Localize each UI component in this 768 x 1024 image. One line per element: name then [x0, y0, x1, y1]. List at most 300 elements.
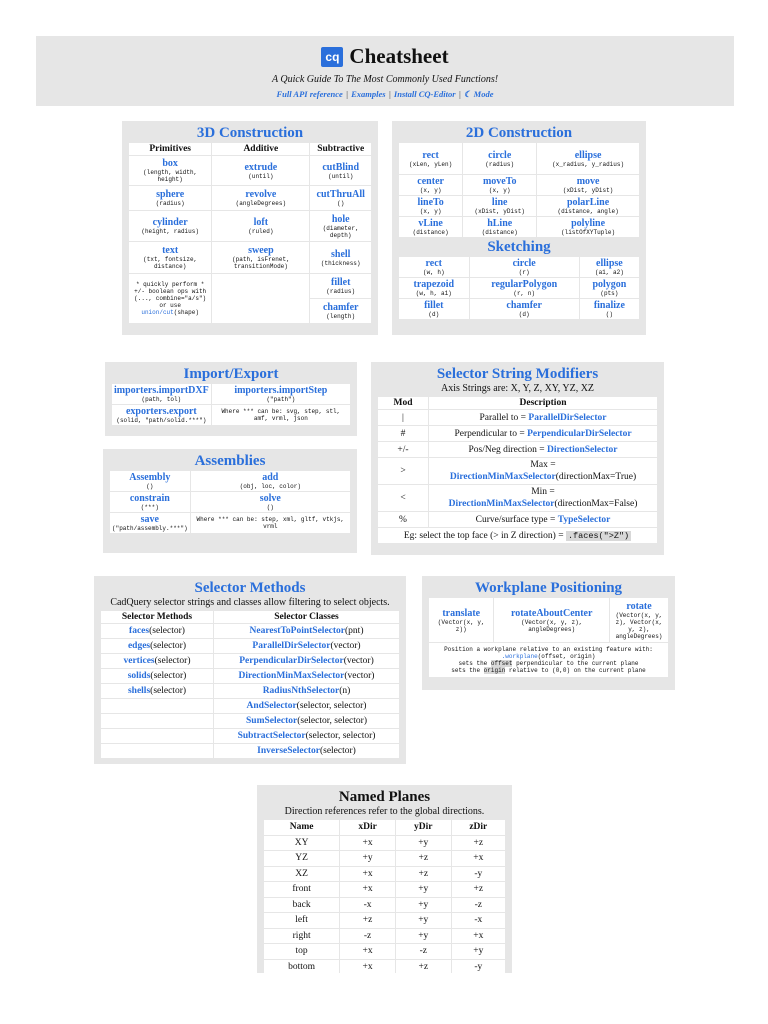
- class-args: (selector, selector): [297, 716, 367, 726]
- function-args: (ruled): [248, 228, 274, 235]
- selector-methods-table: [100, 610, 400, 759]
- function-args: (d): [518, 311, 530, 318]
- description-text: Perpendicular to =: [454, 428, 528, 439]
- function-link[interactable]: polyline: [571, 218, 606, 229]
- function-link[interactable]: line: [491, 197, 508, 208]
- function-args: (xLen, yLen): [409, 160, 453, 168]
- note-line: [431, 667, 666, 674]
- modifier-symbol: +/-: [378, 442, 428, 457]
- page-header: [36, 36, 734, 106]
- selector-class-link[interactable]: NearestToPointSelector: [249, 626, 346, 636]
- table-row: [264, 898, 505, 913]
- selector-method-link[interactable]: faces: [129, 626, 150, 636]
- modifier-symbol: %: [378, 512, 428, 527]
- class-args: (n): [339, 686, 351, 696]
- plane-xdir: +x: [340, 882, 395, 897]
- panel-2d-construction: [392, 121, 646, 335]
- column-header: yDir: [396, 820, 451, 835]
- save-formats-note: Where *** can be: step, xml, gltf, vtkjs, vrml: [196, 516, 345, 530]
- method-args: (selector): [150, 641, 187, 651]
- function-args: (w, h): [422, 269, 445, 276]
- function-cell: [580, 299, 639, 319]
- axis-strings-caption: Axis Strings are: X, Y, Z, XY, YZ, XZ: [440, 383, 595, 394]
- function-link[interactable]: polygon: [592, 279, 627, 290]
- function-args: (a1, a2): [594, 269, 624, 276]
- plane-zdir: +y: [452, 944, 505, 959]
- function-link[interactable]: hLine: [487, 218, 513, 229]
- function-args: (d): [428, 311, 440, 318]
- function-args: (): [337, 200, 345, 207]
- function-cell: [399, 143, 462, 174]
- selector-example: [378, 528, 657, 543]
- selector-class-link[interactable]: SumSelector: [246, 716, 298, 726]
- note-text: sets the: [458, 660, 491, 667]
- function-link[interactable]: fillet: [424, 300, 444, 311]
- plane-zdir: +z: [452, 882, 505, 897]
- example-code: .faces(">Z"): [567, 530, 630, 541]
- plane-zdir: -y: [452, 960, 505, 975]
- export-formats-note: Where *** can be: svg, step, stl, amf, vrml, json: [221, 408, 341, 422]
- note-line: [131, 309, 209, 316]
- function-link[interactable]: move: [576, 176, 600, 187]
- modifier-description: [429, 442, 657, 457]
- table-row: [264, 851, 505, 866]
- function-args: (distance): [412, 229, 449, 236]
- link-separator: |: [345, 89, 349, 99]
- plane-ydir: +y: [396, 929, 451, 944]
- function-args: (path, tol): [141, 396, 182, 403]
- plane-zdir: -z: [452, 898, 505, 913]
- section-title: Sketching: [487, 239, 551, 255]
- function-link[interactable]: constrain: [129, 493, 170, 504]
- function-args: (Vector(x, y, z), Vector(x, y, z), angleDegrees): [615, 611, 663, 640]
- description-text: Pos/Neg direction =: [468, 444, 547, 455]
- plane-xdir: +x: [340, 944, 395, 959]
- function-link[interactable]: finalize: [593, 300, 625, 311]
- formats-note-cell: [212, 405, 350, 425]
- class-args: (pnt): [345, 626, 364, 636]
- function-link[interactable]: exporters.export: [125, 406, 197, 417]
- function-cell: [191, 492, 350, 512]
- selector-class-cell: [214, 729, 399, 743]
- selector-class-cell: [214, 684, 399, 698]
- selector-method-link[interactable]: solids: [127, 671, 151, 681]
- sketching-table: [398, 256, 640, 320]
- header-links: [36, 89, 734, 100]
- modifier-description: [429, 458, 657, 484]
- panel-import-export: [105, 362, 357, 436]
- panel-assemblies: [103, 449, 357, 553]
- selector-class-cell: [214, 624, 399, 638]
- construction3d-table: [128, 142, 372, 324]
- named-planes-table: [263, 819, 506, 975]
- function-cell: [399, 217, 462, 237]
- function-args: (x, y): [419, 187, 442, 194]
- description-text: Max =: [530, 460, 556, 470]
- function-args: (Vector(x, y, z), angleDegrees): [521, 618, 583, 633]
- function-args: (txt, fontsize, distance): [143, 256, 198, 270]
- function-link[interactable]: cylinder: [152, 217, 188, 228]
- function-cell: [310, 211, 371, 241]
- function-cell: [129, 242, 211, 273]
- function-args: (until): [328, 172, 354, 180]
- selector-class-link[interactable]: DirectionMinMaxSelector: [448, 499, 555, 509]
- selector-method-cell: [101, 684, 213, 698]
- plane-name: XZ: [264, 867, 339, 882]
- plane-xdir: +x: [340, 867, 395, 882]
- plane-ydir: -z: [396, 944, 451, 959]
- selector-method-link[interactable]: edges: [127, 641, 151, 651]
- description-text: Parallel to =: [479, 412, 529, 423]
- modifier-description: [429, 485, 657, 511]
- function-link[interactable]: sweep: [248, 245, 274, 256]
- modifier-description: [429, 426, 657, 441]
- function-link[interactable]: revolve: [245, 189, 277, 200]
- function-link[interactable]: circle: [512, 258, 536, 269]
- description-text: Curve/surface type =: [475, 514, 558, 525]
- function-args: (radius): [326, 288, 356, 295]
- selector-class-cell: [214, 714, 399, 728]
- function-cell: [470, 299, 579, 319]
- function-cell: [110, 492, 190, 512]
- function-link[interactable]: box: [162, 158, 178, 169]
- selector-class-link[interactable]: DirectionSelector: [546, 444, 618, 455]
- selector-class-cell: [214, 744, 399, 758]
- function-args: (r): [518, 269, 530, 276]
- note-line: +/- boolean ops with: [134, 288, 207, 295]
- function-cell: [537, 196, 639, 216]
- function-args: (pts): [600, 290, 619, 297]
- function-cell: [537, 175, 639, 195]
- examples-link[interactable]: Examples: [351, 89, 386, 99]
- function-args: (): [146, 483, 154, 490]
- function-cell: [463, 196, 536, 216]
- selector-method-cell: [101, 624, 213, 638]
- section-title: Selector String Modifiers: [436, 366, 599, 382]
- note-args: (offset, origin): [537, 653, 596, 660]
- note-line: or use: [159, 302, 181, 309]
- description-text: Min =: [531, 487, 555, 497]
- section-title: 3D Construction: [196, 125, 304, 141]
- selector-class-link[interactable]: ParallelDirSelector: [528, 412, 607, 423]
- function-link[interactable]: rect: [422, 149, 439, 161]
- plane-xdir: +z: [340, 913, 395, 928]
- column-header: Subtractive: [310, 143, 371, 155]
- selector-class-link[interactable]: RadiusNthSelector: [262, 686, 340, 696]
- section-title: 2D Construction: [465, 125, 573, 141]
- link-separator: |: [458, 89, 461, 99]
- plane-name: front: [264, 882, 339, 897]
- function-cell: [537, 217, 639, 237]
- column-header: Primitives: [129, 143, 211, 155]
- column-header: Additive: [212, 143, 309, 155]
- column-header: Selector Classes: [214, 611, 399, 623]
- selector-class-link[interactable]: SubtractSelector: [237, 731, 306, 741]
- function-link[interactable]: chamfer: [506, 300, 542, 311]
- function-args: (angleDegrees): [235, 200, 287, 207]
- function-link[interactable]: shell: [330, 248, 351, 260]
- function-cell: [399, 196, 462, 216]
- panel-named-planes: [257, 785, 512, 973]
- selector-method-cell: [101, 654, 213, 668]
- function-cell: [463, 143, 536, 174]
- plane-xdir: -x: [340, 898, 395, 913]
- function-cell: [470, 278, 579, 298]
- function-link[interactable]: Assembly: [129, 472, 171, 483]
- function-args: (distance): [481, 229, 518, 236]
- function-args: (thickness): [320, 259, 361, 267]
- plane-name: back: [264, 898, 339, 913]
- function-args: (radius): [155, 200, 185, 207]
- class-args: (vector): [343, 656, 374, 666]
- method-args: (selector): [150, 671, 187, 681]
- table-row: [264, 882, 505, 897]
- plane-xdir: +y: [340, 851, 395, 866]
- selector-class-link[interactable]: ParallelDirSelector: [252, 641, 331, 651]
- function-cell: [212, 384, 350, 404]
- section-title: Selector Methods: [194, 580, 306, 596]
- plane-xdir: -z: [340, 929, 395, 944]
- plane-name: right: [264, 929, 339, 944]
- function-link[interactable]: save: [140, 514, 159, 525]
- function-args: (x, y): [488, 187, 511, 194]
- plane-name: left: [264, 913, 339, 928]
- function-link[interactable]: extrude: [244, 161, 278, 173]
- note-line: (..., combine="a/s"): [134, 295, 207, 302]
- function-link[interactable]: text: [162, 245, 179, 256]
- origin-keyword: origin: [483, 667, 506, 674]
- column-header: Name: [264, 820, 339, 835]
- function-cell: [610, 598, 668, 642]
- plane-ydir: +y: [396, 913, 451, 928]
- union-cut-link[interactable]: union/cut: [141, 309, 174, 316]
- boolean-ops-note: [129, 274, 211, 323]
- table-row: [264, 913, 505, 928]
- function-cell: [112, 384, 211, 404]
- section-title: Import/Export: [183, 366, 279, 382]
- api-reference-link[interactable]: Full API reference: [276, 89, 343, 99]
- function-link[interactable]: fillet: [330, 277, 351, 288]
- function-cell: [212, 242, 309, 273]
- selector-methods-caption: CadQuery selector strings and classes allow filtering to select objects.: [110, 597, 390, 608]
- function-link[interactable]: add: [262, 472, 279, 483]
- function-link[interactable]: vLine: [418, 218, 443, 229]
- class-args: (selector): [319, 746, 356, 756]
- selector-modifiers-table: [377, 396, 658, 544]
- function-link[interactable]: moveTo: [482, 176, 517, 187]
- function-link[interactable]: importers.importDXF: [114, 385, 209, 396]
- modifier-symbol: |: [378, 410, 428, 425]
- empty-cell: [101, 744, 213, 758]
- function-args: (path, isFrenet, transitionMode): [232, 256, 290, 270]
- dark-mode-toggle[interactable]: ☾ Mode: [463, 89, 494, 99]
- note-line: * quickly perform *: [135, 281, 205, 288]
- formats-note-cell: [191, 513, 350, 533]
- note-text: relative to (0,0) on the current plane: [505, 667, 646, 674]
- function-args: (obj, loc, color): [239, 483, 301, 490]
- function-cell: [212, 211, 309, 241]
- function-link[interactable]: lineTo: [417, 197, 444, 208]
- function-args: (w, h, a1): [415, 290, 452, 297]
- note-line: [431, 660, 666, 667]
- function-cell: [537, 143, 639, 174]
- function-cell: [463, 217, 536, 237]
- function-args: (***): [140, 504, 159, 511]
- function-link[interactable]: chamfer: [322, 302, 359, 313]
- selector-class-link[interactable]: PerpendicularDirSelector: [239, 656, 344, 666]
- function-link[interactable]: rotateAboutCenter: [510, 607, 593, 619]
- function-args: ("path/assembly.***"): [112, 525, 188, 532]
- plane-name: YZ: [264, 851, 339, 866]
- table-row: [264, 944, 505, 959]
- plane-ydir: +z: [396, 867, 451, 882]
- title-row: [36, 44, 734, 69]
- function-args: (r, n): [513, 290, 535, 297]
- function-link[interactable]: polarLine: [566, 197, 610, 208]
- table-row: [264, 836, 505, 851]
- panel-selector-string-modifiers: [371, 362, 664, 555]
- link-separator: |: [388, 89, 391, 99]
- plane-ydir: +y: [396, 882, 451, 897]
- function-cell: [399, 278, 469, 298]
- selector-class-link[interactable]: PerpendicularDirSelector: [527, 428, 632, 439]
- selector-method-cell: [101, 669, 213, 683]
- panel-selector-methods: [94, 576, 406, 764]
- empty-cell: [101, 699, 213, 713]
- note-text: perpendicular to the current plane: [512, 660, 639, 667]
- table-row: [264, 960, 505, 975]
- selector-class-link[interactable]: InverseSelector: [257, 746, 320, 756]
- panel-workplane-positioning: [422, 576, 675, 690]
- selector-class-link[interactable]: DirectionMinMaxSelector: [238, 671, 345, 681]
- function-link[interactable]: cutBlind: [322, 161, 360, 173]
- function-link[interactable]: loft: [253, 217, 269, 228]
- function-cell: [310, 274, 371, 298]
- plane-name: bottom: [264, 960, 339, 975]
- column-header: Mod: [378, 397, 428, 409]
- function-link[interactable]: trapezoid: [413, 279, 455, 290]
- function-args: (x, y): [419, 208, 442, 215]
- function-link[interactable]: circle: [488, 149, 512, 161]
- section-title: Named Planes: [338, 789, 431, 805]
- method-args: (selector): [149, 626, 185, 636]
- panel-3d-construction: [122, 121, 378, 335]
- table-row: [264, 929, 505, 944]
- modifier-description: [429, 410, 657, 425]
- plane-ydir: +y: [396, 898, 451, 913]
- note-line: Position a workplane relative to an existing feature with:: [444, 646, 653, 653]
- column-header: zDir: [452, 820, 505, 835]
- function-link[interactable]: sphere: [156, 189, 185, 200]
- selector-class-link[interactable]: TypeSelector: [557, 514, 611, 525]
- empty-cell: [101, 714, 213, 728]
- modifier-symbol: #: [378, 426, 428, 441]
- function-cell: [580, 278, 639, 298]
- function-cell: [212, 156, 309, 185]
- selector-method-cell: [101, 639, 213, 653]
- example-text: Eg: select the top face (> in Z direction) =: [403, 530, 566, 541]
- function-link[interactable]: importers.importStep: [234, 385, 328, 396]
- empty-cell: [212, 274, 309, 323]
- workplane-method-link[interactable]: .workplane: [501, 653, 538, 660]
- plane-ydir: +z: [396, 960, 451, 975]
- selector-method-link[interactable]: vertices: [123, 656, 155, 666]
- selector-method-link[interactable]: shells: [127, 686, 151, 696]
- function-link[interactable]: ellipse: [574, 149, 602, 161]
- install-cq-editor-link[interactable]: Install CQ-Editor: [393, 89, 456, 99]
- class-args: (vector): [344, 671, 375, 681]
- function-link[interactable]: hole: [331, 213, 350, 225]
- selector-class-link[interactable]: AndSelector: [246, 701, 297, 711]
- page-subtitle: A Quick Guide To The Most Commonly Used Functions!: [271, 74, 499, 85]
- function-cell: [310, 299, 371, 323]
- function-link[interactable]: cutThruAll: [316, 189, 365, 200]
- function-link[interactable]: regularPolygon: [491, 279, 558, 290]
- description-suffix: (directionMax=False): [554, 499, 638, 509]
- assemblies-table: [109, 470, 351, 534]
- page-title: Cheatsheet: [349, 44, 449, 68]
- function-cell: [429, 598, 493, 642]
- plane-xdir: +x: [340, 960, 395, 975]
- function-cell: [129, 156, 211, 185]
- note-line: [431, 653, 666, 660]
- modifier-description: [429, 512, 657, 527]
- function-link[interactable]: rotate: [626, 600, 652, 612]
- function-args: (): [605, 311, 613, 318]
- function-cell: [310, 186, 371, 210]
- function-args: (xDist, yDist): [474, 208, 525, 215]
- note-text: sets the: [451, 667, 484, 674]
- construction2d-table: [398, 142, 640, 238]
- function-args: (): [266, 504, 274, 511]
- selector-class-link[interactable]: DirectionMinMaxSelector: [449, 472, 556, 482]
- function-link[interactable]: center: [417, 176, 444, 187]
- function-args: (radius): [485, 160, 515, 168]
- column-header: xDir: [340, 820, 395, 835]
- function-link[interactable]: translate: [442, 607, 481, 619]
- cadquery-logo-icon: cq: [321, 47, 343, 67]
- function-cell: [310, 242, 371, 273]
- function-link[interactable]: solve: [259, 493, 281, 504]
- function-cell: [310, 156, 371, 185]
- function-args: (length, width, height): [143, 169, 198, 183]
- function-cell: [112, 405, 211, 425]
- function-cell: [212, 186, 309, 210]
- description-suffix: (directionMax=True): [555, 472, 637, 482]
- function-args: (distance, angle): [557, 208, 619, 215]
- plane-zdir: -x: [452, 913, 505, 928]
- named-planes-caption: Direction references refer to the global directions.: [284, 806, 485, 817]
- plane-zdir: +z: [452, 836, 505, 851]
- function-link[interactable]: ellipse: [596, 258, 623, 269]
- selector-class-cell: [214, 654, 399, 668]
- plane-ydir: +y: [396, 836, 451, 851]
- function-args: (x_radius, y_radius): [552, 160, 625, 168]
- function-cell: [494, 598, 609, 642]
- column-header: Selector Methods: [101, 611, 213, 623]
- selector-class-cell: [214, 699, 399, 713]
- function-args: (diameter, depth): [322, 224, 359, 239]
- method-args: (selector): [150, 686, 187, 696]
- column-header: Description: [429, 397, 657, 409]
- function-link[interactable]: rect: [425, 258, 443, 269]
- plane-ydir: +z: [396, 851, 451, 866]
- function-cell: [580, 257, 639, 277]
- note-args: (shape): [173, 309, 199, 316]
- class-args: (selector, selector): [296, 701, 367, 711]
- plane-name: top: [264, 944, 339, 959]
- function-args: (length): [326, 313, 356, 320]
